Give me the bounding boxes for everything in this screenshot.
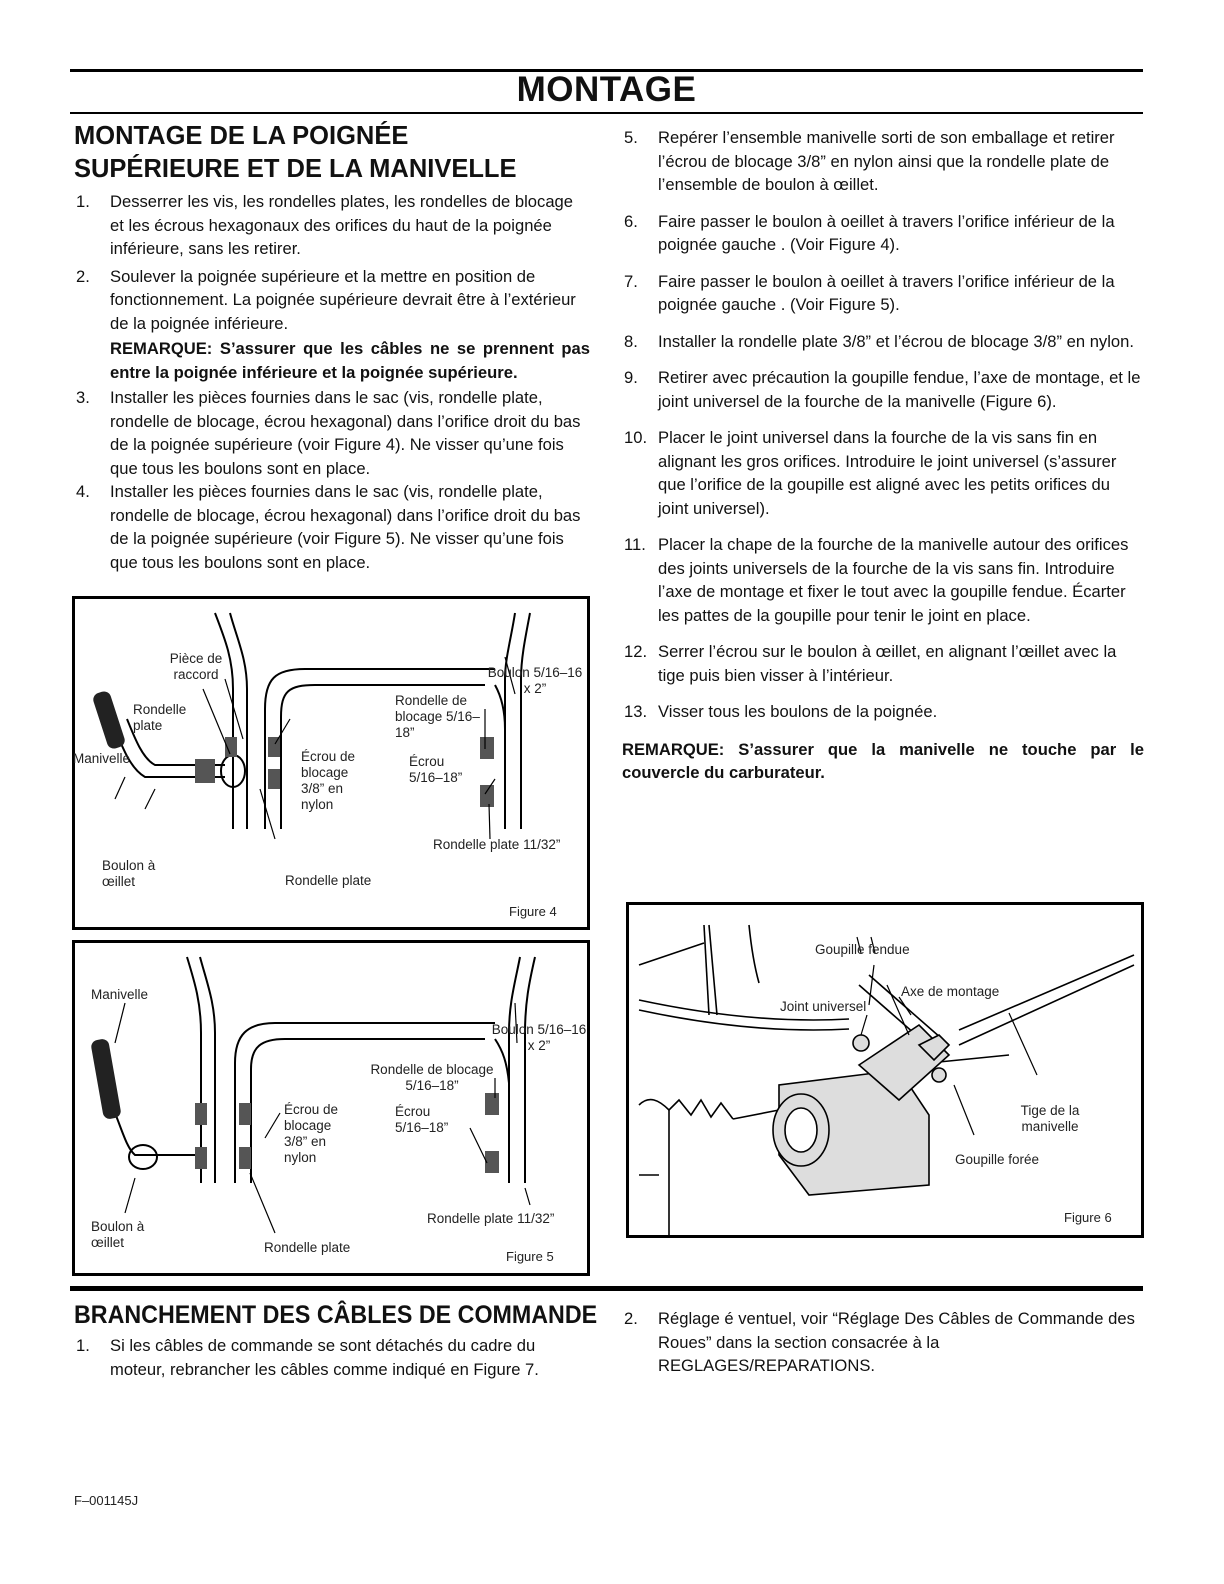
label-ecrou-blocage: Écrou de blocage 3/8” en nylon (284, 1102, 339, 1165)
label-rondelle-plate-2: Rondelle plate (285, 873, 372, 888)
label-boulon: Boulon 5/16–16 x 2” (487, 665, 583, 696)
label-piece-raccord: Pièce de raccord (169, 651, 223, 682)
figure-5 (72, 940, 590, 1276)
steps-list-cables-left (74, 1334, 590, 1381)
list-item: 1. Si les câbles de commande se sont détachés du cadre du moteur, rebrancher les câbles comme indiqué en Figure 7. (76, 1336, 539, 1379)
label-rondelle-plate-11: Rondelle plate 11/32” (427, 1211, 555, 1226)
footer-code: F–001145J (74, 1493, 139, 1508)
section-title-line2: SUPÉRIEURE ET DE LA MANIVELLE (74, 155, 517, 183)
label-manivelle: Manivelle (73, 751, 131, 766)
steps-list-left (74, 190, 590, 574)
label-ecrou-blocage: Écrou de blocage 3/8” en nylon (301, 749, 356, 812)
label-ecrou: Écrou 5/16–18” (395, 1104, 449, 1135)
figure-4-caption: Figure 4 (509, 904, 557, 919)
list-item: 9. Retirer avec précaution la goupille fendue, l’axe de montage, et le joint universel de la fourche de la manivelle (Figure 6). (624, 368, 1141, 411)
figure-5-caption: Figure 5 (506, 1249, 554, 1264)
remark-carburetor: REMARQUE: S’assurer que la manivelle ne touche par le couvercle du carburateur. (622, 739, 1144, 782)
label-rondelle-blocage: Rondelle de blocage 5/16–18” (395, 693, 480, 740)
list-item: 10. Placer le joint universel dans la fourche de la vis sans fin en alignant les gros orifices. Introduire le joint universel (s’assurer que l’orifice de la goupille est aligné avec les petits orifices du joint universel). (624, 428, 1117, 518)
list-item: 2. Réglage é ventuel, voir “Réglage Des Câbles de Commande des Roues” dans la section consacrée à la REGLAGES/REPARATIONS. (624, 1309, 1135, 1375)
list-item: 6. Faire passer le boulon à oeillet à travers l’orifice inférieur de la poignée gauche . (Voir Figure 4). (624, 211, 1115, 254)
title-underline (70, 112, 1143, 114)
section-title-cables: BRANCHEMENT DES CÂBLES DE COMMANDE (74, 1301, 598, 1329)
list-item: 7. Faire passer le boulon à oeillet à travers l’orifice inférieur de la poignée gauche . (Voir Figure 5). (624, 271, 1115, 314)
label-ecrou: Écrou 5/16–18” (409, 754, 463, 785)
label-rondelle-plate-11: Rondelle plate 11/32” (433, 837, 561, 852)
list-item: 13. Visser tous les boulons de la poignée. (624, 702, 938, 721)
list-item: 5. Repérer l’ensemble manivelle sorti de son emballage et retirer l’écrou de blocage 3/8” en nylon ainsi que la rondelle plate de l’ensemble de boulon à œillet. (624, 128, 1115, 194)
list-item: 2. Soulever la poignée supérieure et la mettre en position de fonctionnement. La poignée supérieure devrait être à l’extérieur de la poignée inférieure. REMARQUE: S’assurer que les câbles ne se prennent pas entre la poignée inférieure et la poignée supérieure. (74, 265, 590, 385)
list-item: 11. Placer la chape de la fourche de la manivelle autour des orifices des joints universels de la fourche de la vis sans fin. Introduire l’axe de montage et fixer le tout avec la goupille fendue. Écarter les pattes de la goupille pour tenir le joint en place. (624, 535, 1129, 625)
figure-6-caption: Figure 6 (1064, 1210, 1112, 1225)
list-item: 8. Installer la rondelle plate 3/8” et l’écrou de blocage 3/8” en nylon. (624, 331, 1134, 351)
label-boulon: Boulon 5/16–16 x 2” (491, 1022, 587, 1053)
steps-list-cables-right (622, 1307, 1144, 1378)
label-boulon-oeillet: Boulon à œillet (91, 1219, 145, 1250)
figure-4 (72, 596, 590, 930)
section-title-line1: MONTAGE DE LA POIGNÉE (74, 122, 409, 150)
section-assembly-right (622, 126, 1144, 784)
label-boulon-oeillet: Boulon à œillet (102, 858, 156, 889)
steps-list-right (622, 126, 1144, 724)
section-divider (70, 1286, 1143, 1291)
list-item: 12. Serrer l’écrou sur le boulon à œillet, en alignant l’œillet avec la tige puis bien visser à l’intérieur. (624, 642, 1117, 685)
section-cables-right (622, 1307, 1144, 1378)
remark-cables: REMARQUE: S’assurer que les câbles ne se prennent pas entre la poignée inférieure et la poignée supérieure. (110, 339, 590, 382)
section-cables-left (74, 1300, 598, 1381)
label-rondelle-plate: Rondelle plate (133, 702, 187, 733)
label-goupille-foree: Goupille forée (955, 1152, 1040, 1167)
label-joint-universel: Joint universel (780, 999, 867, 1014)
list-item: 1. Desserrer les vis, les rondelles plates, les rondelles de blocage et les écrous hexagonaux des orifices du haut de la poignée inférieure, sans les retirer. (76, 192, 574, 258)
label-tige-manivelle: Tige de la manivelle (1020, 1103, 1080, 1134)
label-manivelle: Manivelle (91, 987, 149, 1002)
list-item: 4. Installer les pièces fournies dans le sac (vis, rondelle plate, rondelle de blocage, écrou hexagonal) dans l’orifice droit du bas de la poignée supérieure (voir Figure 5). Ne visser qu’une fois que tous les boulons sont en place. (76, 482, 581, 572)
list-item: 3. Installer les pièces fournies dans le sac (vis, rondelle plate, rondelle de blocage, écrou hexagonal) dans l’orifice droit du bas de la poignée supérieure (voir Figure 4). Ne visser qu’une fois que tous les boulons sont en place. (76, 388, 581, 478)
label-axe-montage: Axe de montage (901, 984, 1000, 999)
label-goupille-fendue: Goupille fendue (815, 942, 910, 957)
figure-6 (626, 902, 1144, 1238)
section-assembly-left (74, 120, 590, 574)
label-rondelle-blocage: Rondelle de blocage 5/16–18” (370, 1062, 494, 1093)
label-rondelle-plate: Rondelle plate (264, 1240, 351, 1255)
page-title: MONTAGE (516, 70, 697, 109)
